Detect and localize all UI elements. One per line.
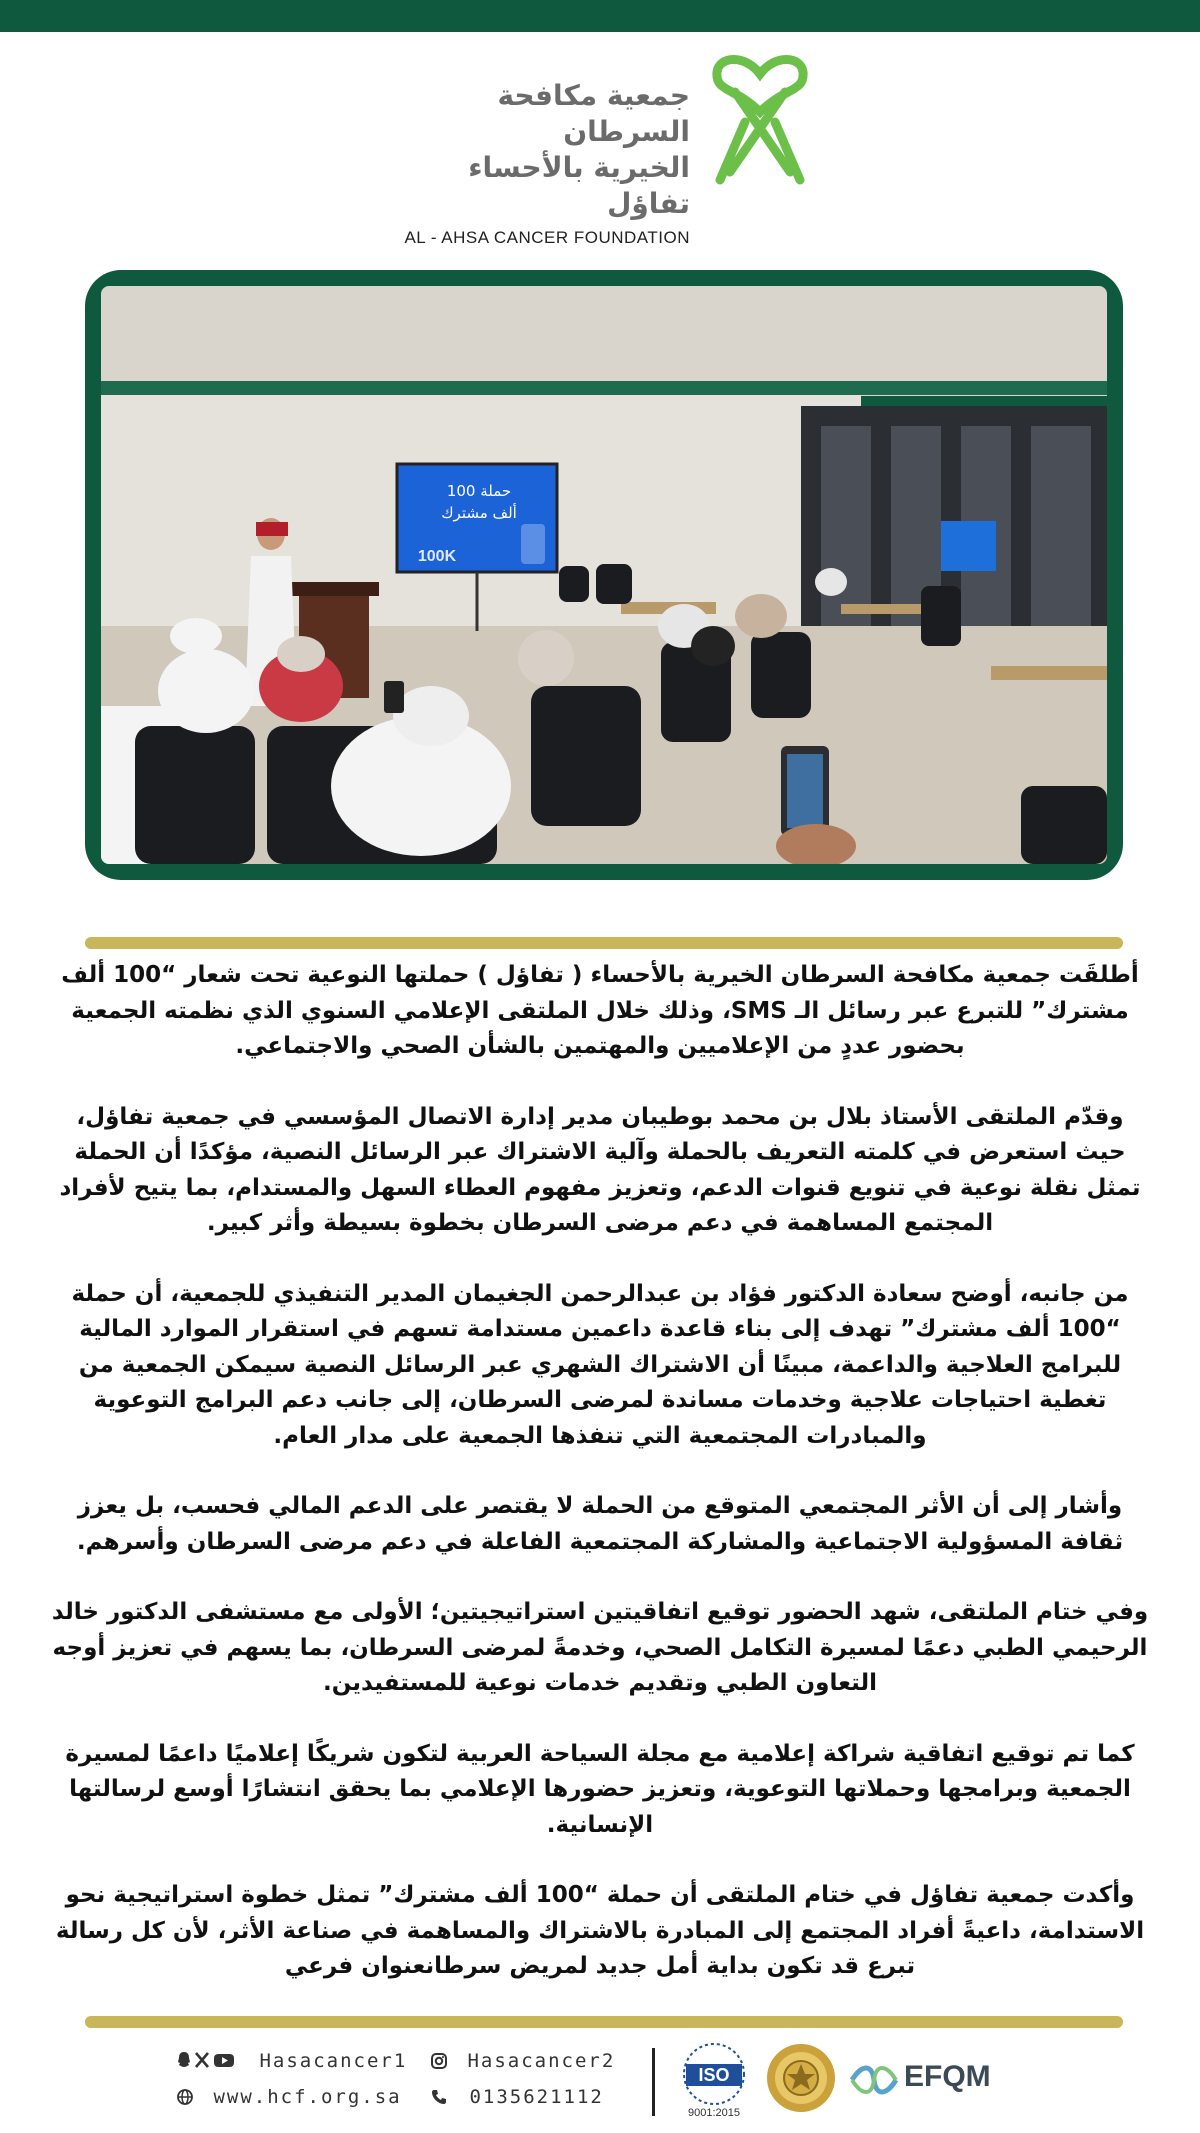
paragraph-6: كما تم توقيع اتفاقية شراكة إعلامية مع مجلة السياحة العربية لتكون شريكًا إعلاميًا داعمًا لمسيرة الجمعية وبرامجها وحملاتها التوعوية، وتعزيز حضورها الإعلامي بما يحقق انتشارًا أوسع لرسالتها الإنسانية. [65,1740,1135,1838]
footer-separator [652,2048,655,2116]
screen-badge: 100K [417,548,457,565]
phone-text: 0135621112 [469,2086,604,2108]
social-icons-group [176,2050,240,2070]
x-icon [196,2053,208,2067]
screen-line1: حملة 100 [446,482,512,500]
event-photo-scene [101,286,1107,864]
iso-certification-badge [678,2040,750,2120]
screen-line2: ألف مشترك [441,504,517,522]
website-link[interactable] [176,2086,402,2108]
logo-text [395,78,690,248]
event-photo-frame [85,270,1123,880]
social-handle-1[interactable] [176,2050,407,2072]
foundation-logo [395,52,815,247]
logo-name-english: AL - AHSA CANCER FOUNDATION [404,228,690,247]
article-body [50,958,1150,2020]
top-bar [0,0,1200,32]
paragraph-2: وقدّم الملتقى الأستاذ بلال بن محمد بوطيبان مدير إدارة الاتصال المؤسسي في جمعية تفاؤل، حيث استعرض في كلمته التعريف بالحملة وآلية الاشتراك عبر الرسائل النصية، مؤكدًا أن الحملة تمثل نقلة نوعية في تنويع قنوات الدعم، وتعزيز مفهوم العطاء السهل والمستدام، بما يتيح لأفراد المجتمع المساهمة في دعم مرضى السرطان بخطوة بسيطة وأثر كبير. [59,1103,1141,1236]
website-text: www.hcf.org.sa [213,2086,402,2108]
handle2-text: Hasacancer2 [467,2050,616,2072]
instagram-icon [430,2052,448,2070]
iso-label: ISO [698,2065,730,2085]
phone-number[interactable] [430,2086,604,2108]
youtube-icon [214,2054,234,2067]
efqm-mark-icon [848,2060,900,2100]
paragraph-1: أطلقَت جمعية مكافحة السرطان الخيرية بالأحساء ( تفاؤل ) حملتها النوعية تحت شعار “100 ألف مشترك” للتبرع عبر رسائل الـ SMS، وذلك خلال الملتقى الإعلامي السنوي الذي نظمته الجمعية بحضور عددٍ من الإعلاميين والمهتمين بالشأن الصحي والاجتماعي. [61,962,1139,1059]
accreditation-seal-icon [765,2042,837,2114]
iso-number: 9001:2015 [688,2107,740,2119]
ribbon-heart-icon [705,52,815,192]
phone-icon [430,2088,448,2106]
divider-top [85,937,1123,949]
logo-name-line2: الخيرية بالأحساء تفاؤل [468,151,690,220]
footer [0,2040,1200,2133]
globe-icon [176,2088,194,2106]
paragraph-5: وفي ختام الملتقى، شهد الحضور توقيع اتفاقيتين استراتيجيتين؛ الأولى مع مستشفى الدكتور خالد الرحيمي الطبي دعمًا لمسيرة التكامل الصحي، وخدمةً لمرضى السرطان، بما يسهم في تعزيز أوجه التعاون الطبي وتقديم خدمات نوعية للمستفيدين. [51,1599,1149,1696]
efqm-text: EFQM [904,2060,991,2093]
handle1-text: Hasacancer1 [259,2050,408,2072]
social-handle-2[interactable] [430,2050,615,2072]
snapchat-icon [178,2052,190,2067]
paragraph-7: وأكدت جمعية تفاؤل في ختام الملتقى أن حملة “100 ألف مشترك” تمثل خطوة استراتيجية نحو الاستدامة، داعيةً أفراد المجتمع إلى المبادرة بالاشتراك والمساهمة في صناعة الأثر، لأن كل رسالة تبرع قد تكون بداية أمل جديد لمريض سرطانعنوان فرعي [55,1882,1145,1979]
logo-name-line1: جمعية مكافحة السرطان [497,79,690,148]
efqm-logo [848,2054,1008,2104]
paragraph-3: من جانبه، أوضح سعادة الدكتور فؤاد بن عبدالرحمن الجغيمان المدير التنفيذي للجمعية، أن حملة “100 ألف مشترك” تهدف إلى بناء قاعدة داعمين مستدامة تسهم في استقرار الموارد المالية للبرامج العلاجية والداعمة، مبينًا أن الاشتراك الشهري عبر الرسائل النصية سيمكن الجمعية من تغطية احتياجات علاجية وخدمات مساندة لمرضى السرطان، إلى جانب دعم البرامج التوعوية والمبادرات المجتمعية التي تنفذها الجمعية على مدار العام. [71,1280,1129,1449]
event-photo [101,286,1107,864]
divider-bottom [85,2016,1123,2028]
paragraph-4: وأشار إلى أن الأثر المجتمعي المتوقع من الحملة لا يقتصر على الدعم المالي فحسب، بل يعزز ثقافة المسؤولية الاجتماعية والمشاركة المجتمعية الفاعلة في دعم مرضى السرطان وأسرهم. [76,1493,1124,1555]
